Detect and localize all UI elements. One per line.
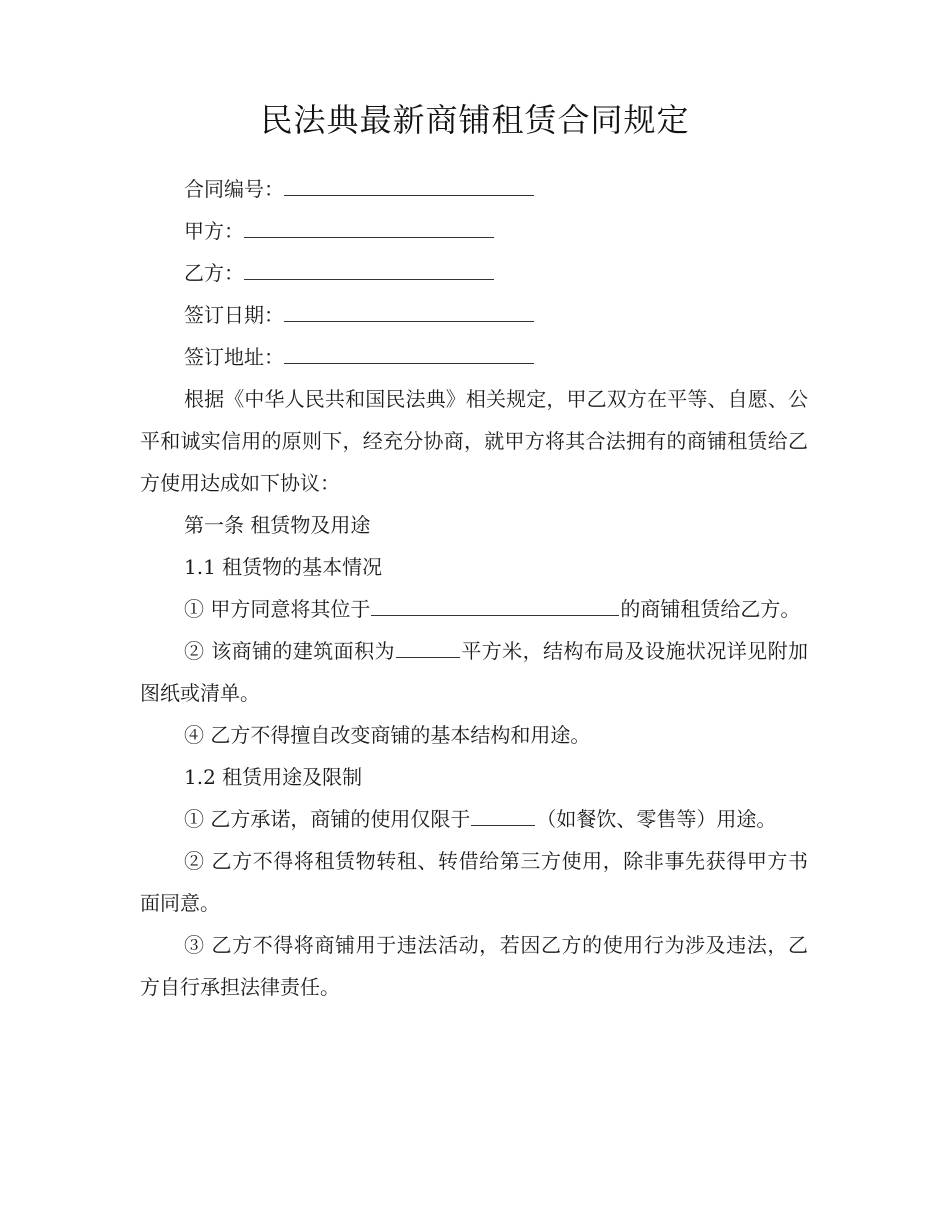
clause-1-2-3: ③ 乙方不得将商铺用于违法活动，若因乙方的使用行为涉及违法，乙方自行承担法律责任。 [140,933,808,999]
clause-text: 的商铺租赁给乙方。 [620,597,801,621]
field-label: 签订地址： [184,345,284,369]
section-1-2-heading: 1.2 租赁用途及限制 [184,765,363,789]
clause-1-1-4: ④ 乙方不得擅自改变商铺的基本结构和用途。 [184,723,591,747]
party-a-field [140,210,808,252]
article-1-heading: 第一条 租赁物及用途 [184,513,371,537]
clause-text: （如餐饮、零售等）用途。 [536,807,777,831]
blank-line [284,320,534,322]
clause-text: ② 该商铺的建筑面积为 [184,639,395,663]
clause-text: ① 甲方同意将其位于 [184,597,371,621]
field-label: 乙方： [184,261,244,285]
clause-1-2-1 [140,798,808,840]
clause-1-1-1 [140,588,808,630]
blank-line [244,278,494,280]
intro-paragraph: 根据《中华人民共和国民法典》相关规定，甲乙双方在平等、自愿、公平和诚实信用的原则下，经充分协商，就甲方将其合法拥有的商铺租赁给乙方使用达成如下协议： [140,387,808,495]
party-b-field [140,252,808,294]
document-title: 民法典最新商铺租赁合同规定 [260,101,690,139]
field-label: 甲方： [184,219,244,243]
blank-line [244,236,494,238]
blank-line [371,614,619,616]
section-1-1-heading: 1.1 租赁物的基本情况 [184,555,383,579]
clause-text: ① 乙方承诺，商铺的使用仅限于 [184,807,471,831]
clause-1-1-2 [140,630,808,714]
signing-location-field [140,336,808,378]
blank-line [284,362,534,364]
blank-line [396,656,460,658]
clause-1-2-2: ② 乙方不得将租赁物转租、转借给第三方使用，除非事先获得甲方书面同意。 [140,849,808,915]
blank-line [284,194,534,196]
contract-number-field [140,168,808,210]
document-body [140,168,808,1008]
clause-text: 平方米，结构布局及设施状况详见附加图纸或清单。 [140,639,809,705]
blank-line [471,824,535,826]
field-label: 合同编号： [184,177,284,201]
field-label: 签订日期： [184,303,284,327]
signing-date-field [140,294,808,336]
